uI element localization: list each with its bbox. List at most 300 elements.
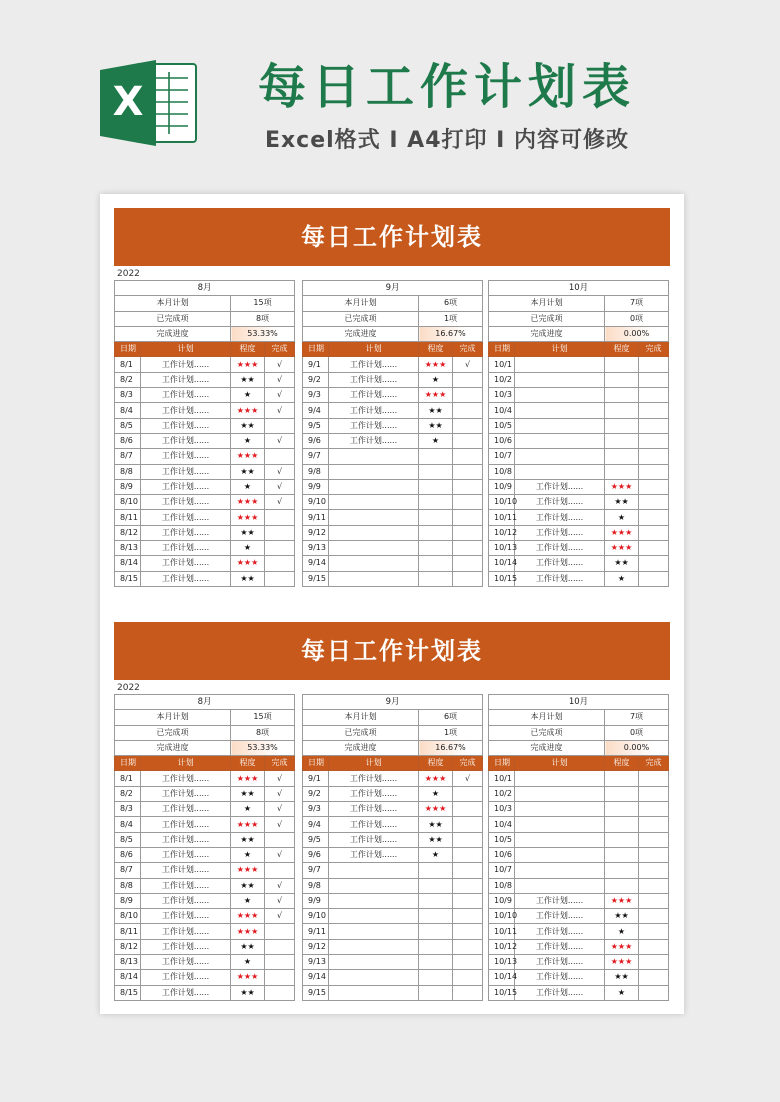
progress-value: 53.33% bbox=[231, 326, 295, 341]
table-row[interactable] bbox=[489, 924, 669, 939]
row-done-check[interactable] bbox=[639, 433, 669, 448]
row-done-check[interactable] bbox=[639, 832, 669, 847]
row-done-check[interactable] bbox=[265, 955, 295, 970]
table-row[interactable] bbox=[303, 357, 483, 372]
month-table-2 bbox=[302, 694, 482, 1001]
row-plan[interactable]: 工作计划...... bbox=[141, 433, 231, 448]
table-row[interactable] bbox=[303, 433, 483, 448]
table-row[interactable] bbox=[303, 571, 483, 586]
row-done-check[interactable]: √ bbox=[265, 771, 295, 786]
row-done-check[interactable] bbox=[453, 372, 483, 387]
row-plan[interactable]: 工作计划...... bbox=[141, 495, 231, 510]
table-row[interactable] bbox=[303, 924, 483, 939]
row-done-check[interactable] bbox=[639, 924, 669, 939]
row-done-check[interactable] bbox=[453, 449, 483, 464]
row-done-check[interactable]: √ bbox=[265, 403, 295, 418]
table-row[interactable] bbox=[303, 479, 483, 494]
row-plan[interactable]: 工作计划...... bbox=[515, 909, 605, 924]
row-done-check[interactable] bbox=[639, 464, 669, 479]
row-done-check[interactable] bbox=[453, 464, 483, 479]
table-row[interactable] bbox=[303, 372, 483, 387]
row-done-check[interactable] bbox=[453, 893, 483, 908]
row-plan[interactable] bbox=[329, 541, 419, 556]
table-row[interactable] bbox=[489, 939, 669, 954]
row-plan[interactable]: 工作计划...... bbox=[329, 832, 419, 847]
row-done-check[interactable] bbox=[453, 939, 483, 954]
table-row[interactable] bbox=[489, 863, 669, 878]
row-plan[interactable] bbox=[515, 847, 605, 862]
row-plan[interactable]: 工作计划...... bbox=[329, 357, 419, 372]
row-plan[interactable]: 工作计划...... bbox=[141, 817, 231, 832]
row-done-check[interactable] bbox=[639, 878, 669, 893]
row-date: 9/7 bbox=[303, 863, 329, 878]
table-row[interactable] bbox=[115, 802, 295, 817]
row-level-stars bbox=[605, 802, 639, 817]
row-done-check[interactable] bbox=[453, 878, 483, 893]
row-plan[interactable]: 工作计划...... bbox=[515, 924, 605, 939]
table-row[interactable] bbox=[489, 449, 669, 464]
row-plan[interactable] bbox=[329, 863, 419, 878]
table-row[interactable] bbox=[303, 832, 483, 847]
table-row[interactable] bbox=[115, 357, 295, 372]
row-done-check[interactable]: √ bbox=[265, 388, 295, 403]
table-row[interactable] bbox=[303, 878, 483, 893]
table-row[interactable] bbox=[489, 388, 669, 403]
table-row[interactable] bbox=[303, 786, 483, 801]
col-header-done: 完成 bbox=[265, 756, 295, 771]
row-done-check[interactable] bbox=[453, 863, 483, 878]
row-plan[interactable]: 工作计划...... bbox=[141, 525, 231, 540]
table-row[interactable] bbox=[115, 863, 295, 878]
table-row[interactable] bbox=[489, 970, 669, 985]
row-plan[interactable] bbox=[329, 924, 419, 939]
row-plan[interactable]: 工作计划...... bbox=[515, 541, 605, 556]
table-row[interactable] bbox=[115, 495, 295, 510]
row-plan[interactable] bbox=[515, 786, 605, 801]
row-plan[interactable] bbox=[515, 817, 605, 832]
row-plan[interactable]: 工作计划...... bbox=[141, 847, 231, 862]
row-done-check[interactable]: √ bbox=[265, 495, 295, 510]
row-done-check[interactable] bbox=[265, 556, 295, 571]
row-date: 9/15 bbox=[303, 571, 329, 586]
row-plan[interactable]: 工作计划...... bbox=[329, 847, 419, 862]
row-done-check[interactable] bbox=[453, 388, 483, 403]
row-plan[interactable]: 工作计划...... bbox=[141, 556, 231, 571]
row-level-stars: ★★★ bbox=[231, 510, 265, 525]
row-plan[interactable] bbox=[515, 388, 605, 403]
table-row[interactable] bbox=[489, 832, 669, 847]
row-plan[interactable]: 工作计划...... bbox=[141, 479, 231, 494]
row-plan[interactable]: 工作计划...... bbox=[141, 357, 231, 372]
row-plan[interactable]: 工作计划...... bbox=[141, 909, 231, 924]
row-done-check[interactable]: √ bbox=[265, 372, 295, 387]
row-plan[interactable] bbox=[329, 510, 419, 525]
row-plan[interactable] bbox=[329, 525, 419, 540]
month-table bbox=[114, 694, 295, 1001]
row-done-check[interactable] bbox=[639, 909, 669, 924]
row-level-stars: ★ bbox=[231, 433, 265, 448]
row-plan[interactable]: 工作计划...... bbox=[141, 893, 231, 908]
table-row[interactable] bbox=[489, 403, 669, 418]
table-row[interactable] bbox=[489, 817, 669, 832]
row-done-check[interactable] bbox=[265, 510, 295, 525]
row-plan[interactable] bbox=[515, 449, 605, 464]
row-date: 8/5 bbox=[115, 832, 141, 847]
row-plan[interactable] bbox=[515, 357, 605, 372]
row-plan[interactable]: 工作计划...... bbox=[329, 786, 419, 801]
row-plan[interactable] bbox=[329, 939, 419, 954]
row-done-check[interactable] bbox=[453, 571, 483, 586]
row-done-check[interactable]: √ bbox=[265, 878, 295, 893]
table-row[interactable] bbox=[303, 802, 483, 817]
table-row[interactable] bbox=[489, 433, 669, 448]
row-plan[interactable] bbox=[329, 878, 419, 893]
row-plan[interactable]: 工作计划...... bbox=[141, 802, 231, 817]
row-plan[interactable]: 工作计划...... bbox=[141, 832, 231, 847]
table-row[interactable] bbox=[489, 955, 669, 970]
row-plan[interactable]: 工作计划...... bbox=[141, 372, 231, 387]
row-plan[interactable]: 工作计划...... bbox=[515, 939, 605, 954]
row-level-stars bbox=[605, 449, 639, 464]
row-plan[interactable] bbox=[329, 955, 419, 970]
row-done-check[interactable]: √ bbox=[265, 479, 295, 494]
row-done-check[interactable]: √ bbox=[265, 786, 295, 801]
row-plan[interactable] bbox=[329, 909, 419, 924]
row-done-check[interactable] bbox=[265, 571, 295, 586]
row-date: 10/12 bbox=[489, 939, 515, 954]
row-plan[interactable]: 工作计划...... bbox=[329, 802, 419, 817]
row-done-check[interactable] bbox=[639, 955, 669, 970]
row-done-check[interactable] bbox=[639, 817, 669, 832]
row-done-check[interactable] bbox=[639, 388, 669, 403]
table-row[interactable] bbox=[489, 802, 669, 817]
row-done-check[interactable] bbox=[453, 556, 483, 571]
row-done-check[interactable] bbox=[265, 970, 295, 985]
row-plan[interactable]: 工作计划...... bbox=[515, 495, 605, 510]
row-done-check[interactable] bbox=[453, 786, 483, 801]
table-row[interactable] bbox=[303, 817, 483, 832]
row-plan[interactable]: 工作计划...... bbox=[141, 924, 231, 939]
row-done-check[interactable] bbox=[639, 372, 669, 387]
row-done-check[interactable] bbox=[639, 802, 669, 817]
row-done-check[interactable] bbox=[639, 571, 669, 586]
row-level-stars: ★ bbox=[231, 541, 265, 556]
table-row[interactable] bbox=[303, 771, 483, 786]
table-row[interactable] bbox=[303, 464, 483, 479]
row-level-stars: ★★ bbox=[231, 939, 265, 954]
row-plan[interactable]: 工作计划...... bbox=[329, 403, 419, 418]
row-done-check[interactable]: √ bbox=[265, 802, 295, 817]
table-row[interactable] bbox=[115, 388, 295, 403]
row-done-check[interactable] bbox=[453, 970, 483, 985]
row-done-check[interactable] bbox=[265, 863, 295, 878]
row-done-check[interactable] bbox=[453, 802, 483, 817]
row-level-stars bbox=[605, 418, 639, 433]
row-plan[interactable] bbox=[329, 449, 419, 464]
row-plan[interactable] bbox=[515, 802, 605, 817]
table-row[interactable] bbox=[303, 449, 483, 464]
table-row[interactable] bbox=[115, 955, 295, 970]
table-row[interactable] bbox=[489, 541, 669, 556]
row-done-check[interactable] bbox=[639, 847, 669, 862]
row-plan[interactable] bbox=[329, 479, 419, 494]
row-date: 9/8 bbox=[303, 464, 329, 479]
table-row[interactable] bbox=[489, 525, 669, 540]
table-row[interactable] bbox=[115, 909, 295, 924]
row-done-check[interactable] bbox=[639, 479, 669, 494]
table-row[interactable] bbox=[303, 970, 483, 985]
row-date: 8/1 bbox=[115, 357, 141, 372]
row-done-check[interactable] bbox=[453, 985, 483, 1000]
row-done-check[interactable] bbox=[265, 541, 295, 556]
row-done-check[interactable] bbox=[639, 418, 669, 433]
table-row[interactable] bbox=[489, 556, 669, 571]
row-plan[interactable]: 工作计划...... bbox=[141, 863, 231, 878]
row-plan[interactable]: 工作计划...... bbox=[141, 464, 231, 479]
table-row[interactable] bbox=[303, 510, 483, 525]
row-date: 8/3 bbox=[115, 388, 141, 403]
row-done-check[interactable] bbox=[453, 418, 483, 433]
row-plan[interactable]: 工作计划...... bbox=[329, 388, 419, 403]
table-row[interactable] bbox=[115, 541, 295, 556]
month-table bbox=[302, 280, 483, 587]
row-done-check[interactable] bbox=[453, 433, 483, 448]
table-row[interactable] bbox=[489, 571, 669, 586]
table-row[interactable] bbox=[115, 847, 295, 862]
month-name: 8月 bbox=[115, 281, 295, 296]
table-row[interactable] bbox=[115, 878, 295, 893]
row-plan[interactable]: 工作计划...... bbox=[141, 449, 231, 464]
table-row[interactable] bbox=[489, 479, 669, 494]
row-done-check[interactable] bbox=[453, 955, 483, 970]
row-plan[interactable]: 工作计划...... bbox=[329, 771, 419, 786]
table-row[interactable] bbox=[115, 418, 295, 433]
row-done-check[interactable]: √ bbox=[265, 893, 295, 908]
row-plan[interactable]: 工作计划...... bbox=[515, 571, 605, 586]
table-row[interactable] bbox=[303, 403, 483, 418]
row-plan[interactable]: 工作计划...... bbox=[141, 970, 231, 985]
row-done-check[interactable] bbox=[639, 863, 669, 878]
table-row[interactable] bbox=[489, 893, 669, 908]
table-row[interactable] bbox=[115, 479, 295, 494]
row-level-stars: ★★ bbox=[419, 832, 453, 847]
table-row[interactable] bbox=[489, 510, 669, 525]
table-row[interactable] bbox=[303, 541, 483, 556]
row-plan[interactable] bbox=[329, 495, 419, 510]
table-row[interactable] bbox=[115, 510, 295, 525]
row-date: 9/11 bbox=[303, 510, 329, 525]
row-plan[interactable]: 工作计划...... bbox=[141, 878, 231, 893]
row-plan[interactable] bbox=[329, 556, 419, 571]
table-row[interactable] bbox=[303, 985, 483, 1000]
table-row[interactable] bbox=[489, 418, 669, 433]
row-done-check[interactable] bbox=[265, 939, 295, 954]
table-row[interactable] bbox=[115, 924, 295, 939]
table-row[interactable] bbox=[115, 786, 295, 801]
row-done-check[interactable] bbox=[639, 541, 669, 556]
row-plan[interactable]: 工作计划...... bbox=[141, 939, 231, 954]
row-plan[interactable]: 工作计划...... bbox=[141, 403, 231, 418]
row-done-check[interactable] bbox=[453, 479, 483, 494]
row-plan[interactable]: 工作计划...... bbox=[515, 985, 605, 1000]
table-row[interactable] bbox=[489, 357, 669, 372]
row-date: 8/8 bbox=[115, 464, 141, 479]
row-done-check[interactable] bbox=[453, 525, 483, 540]
row-done-check[interactable]: √ bbox=[265, 909, 295, 924]
row-plan[interactable] bbox=[329, 970, 419, 985]
row-done-check[interactable] bbox=[453, 495, 483, 510]
table-row[interactable] bbox=[115, 556, 295, 571]
table-row[interactable] bbox=[115, 893, 295, 908]
table-row[interactable] bbox=[303, 418, 483, 433]
table-row[interactable] bbox=[115, 449, 295, 464]
table-row[interactable] bbox=[115, 372, 295, 387]
table-row[interactable] bbox=[489, 464, 669, 479]
row-done-check[interactable] bbox=[639, 556, 669, 571]
table-row[interactable] bbox=[115, 403, 295, 418]
table-row[interactable] bbox=[115, 525, 295, 540]
row-plan[interactable] bbox=[515, 464, 605, 479]
row-done-check[interactable] bbox=[453, 847, 483, 862]
row-done-check[interactable] bbox=[453, 541, 483, 556]
row-done-check[interactable] bbox=[639, 985, 669, 1000]
row-level-stars: ★★★ bbox=[231, 495, 265, 510]
table-row[interactable] bbox=[115, 939, 295, 954]
table-row[interactable] bbox=[303, 388, 483, 403]
row-plan[interactable]: 工作计划...... bbox=[515, 525, 605, 540]
row-done-check[interactable] bbox=[453, 924, 483, 939]
row-done-check[interactable] bbox=[453, 909, 483, 924]
table-row[interactable] bbox=[115, 832, 295, 847]
row-level-stars: ★ bbox=[231, 802, 265, 817]
row-plan[interactable]: 工作计划...... bbox=[141, 786, 231, 801]
row-done-check[interactable] bbox=[265, 985, 295, 1000]
row-plan[interactable] bbox=[515, 403, 605, 418]
row-plan[interactable]: 工作计划...... bbox=[515, 955, 605, 970]
table-row[interactable] bbox=[303, 955, 483, 970]
row-plan[interactable] bbox=[329, 985, 419, 1000]
row-done-check[interactable]: √ bbox=[265, 357, 295, 372]
row-plan[interactable]: 工作计划...... bbox=[515, 510, 605, 525]
table-row[interactable] bbox=[303, 863, 483, 878]
row-done-check[interactable] bbox=[639, 525, 669, 540]
row-done-check[interactable]: √ bbox=[453, 357, 483, 372]
row-done-check[interactable] bbox=[639, 970, 669, 985]
table-row[interactable] bbox=[303, 893, 483, 908]
row-level-stars: ★ bbox=[605, 924, 639, 939]
row-done-check[interactable] bbox=[265, 832, 295, 847]
row-plan[interactable]: 工作计划...... bbox=[515, 479, 605, 494]
row-plan[interactable] bbox=[329, 571, 419, 586]
row-done-check[interactable]: √ bbox=[265, 817, 295, 832]
row-done-check[interactable] bbox=[265, 525, 295, 540]
row-plan[interactable] bbox=[515, 372, 605, 387]
row-level-stars: ★ bbox=[231, 479, 265, 494]
row-plan[interactable] bbox=[515, 878, 605, 893]
row-done-check[interactable] bbox=[453, 817, 483, 832]
row-plan[interactable] bbox=[329, 464, 419, 479]
row-date: 9/11 bbox=[303, 924, 329, 939]
table-row[interactable] bbox=[489, 985, 669, 1000]
row-plan[interactable]: 工作计划...... bbox=[329, 418, 419, 433]
table-row[interactable] bbox=[303, 939, 483, 954]
row-done-check[interactable] bbox=[639, 403, 669, 418]
table-row[interactable] bbox=[115, 970, 295, 985]
row-done-check[interactable] bbox=[639, 495, 669, 510]
table-row[interactable] bbox=[489, 771, 669, 786]
row-done-check[interactable] bbox=[639, 510, 669, 525]
row-date: 8/10 bbox=[115, 909, 141, 924]
row-done-check[interactable] bbox=[639, 893, 669, 908]
row-done-check[interactable]: √ bbox=[265, 847, 295, 862]
row-done-check[interactable] bbox=[639, 786, 669, 801]
table-row[interactable] bbox=[303, 525, 483, 540]
table-row[interactable] bbox=[489, 372, 669, 387]
row-plan[interactable]: 工作计划...... bbox=[141, 510, 231, 525]
row-done-check[interactable] bbox=[453, 832, 483, 847]
row-plan[interactable]: 工作计划...... bbox=[515, 893, 605, 908]
table-row[interactable] bbox=[303, 495, 483, 510]
row-plan[interactable]: 工作计划...... bbox=[141, 541, 231, 556]
row-done-check[interactable] bbox=[265, 924, 295, 939]
row-plan[interactable] bbox=[515, 418, 605, 433]
table-row[interactable] bbox=[303, 556, 483, 571]
row-plan[interactable]: 工作计划...... bbox=[515, 970, 605, 985]
row-done-check[interactable]: √ bbox=[265, 433, 295, 448]
row-done-check[interactable] bbox=[265, 418, 295, 433]
row-plan[interactable]: 工作计划...... bbox=[329, 372, 419, 387]
row-done-check[interactable] bbox=[453, 510, 483, 525]
table-row[interactable] bbox=[115, 817, 295, 832]
row-plan[interactable]: 工作计划...... bbox=[141, 955, 231, 970]
row-plan[interactable]: 工作计划...... bbox=[329, 433, 419, 448]
row-done-check[interactable] bbox=[639, 939, 669, 954]
row-plan[interactable]: 工作计划...... bbox=[141, 418, 231, 433]
planner-block bbox=[114, 622, 670, 1000]
row-done-check[interactable] bbox=[265, 449, 295, 464]
table-row[interactable] bbox=[303, 909, 483, 924]
row-done-check[interactable]: √ bbox=[453, 771, 483, 786]
table-row[interactable] bbox=[115, 433, 295, 448]
table-row[interactable] bbox=[115, 464, 295, 479]
row-done-check[interactable] bbox=[453, 403, 483, 418]
row-plan[interactable] bbox=[515, 863, 605, 878]
row-plan[interactable]: 工作计划...... bbox=[515, 556, 605, 571]
row-plan[interactable] bbox=[515, 832, 605, 847]
table-row[interactable] bbox=[115, 571, 295, 586]
row-plan[interactable]: 工作计划...... bbox=[141, 571, 231, 586]
row-plan[interactable]: 工作计划...... bbox=[141, 771, 231, 786]
table-row[interactable] bbox=[303, 847, 483, 862]
row-plan[interactable]: 工作计划...... bbox=[141, 985, 231, 1000]
table-row[interactable] bbox=[489, 847, 669, 862]
row-plan[interactable] bbox=[515, 771, 605, 786]
row-plan[interactable]: 工作计划...... bbox=[141, 388, 231, 403]
row-plan[interactable] bbox=[515, 433, 605, 448]
table-row[interactable] bbox=[115, 771, 295, 786]
row-done-check[interactable] bbox=[639, 449, 669, 464]
row-done-check[interactable]: √ bbox=[265, 464, 295, 479]
row-done-check[interactable] bbox=[639, 771, 669, 786]
table-row[interactable] bbox=[115, 985, 295, 1000]
table-row[interactable] bbox=[489, 909, 669, 924]
row-plan[interactable]: 工作计划...... bbox=[329, 817, 419, 832]
row-plan[interactable] bbox=[329, 893, 419, 908]
table-row[interactable] bbox=[489, 786, 669, 801]
row-done-check[interactable] bbox=[639, 357, 669, 372]
table-row[interactable] bbox=[489, 878, 669, 893]
table-row[interactable] bbox=[489, 495, 669, 510]
